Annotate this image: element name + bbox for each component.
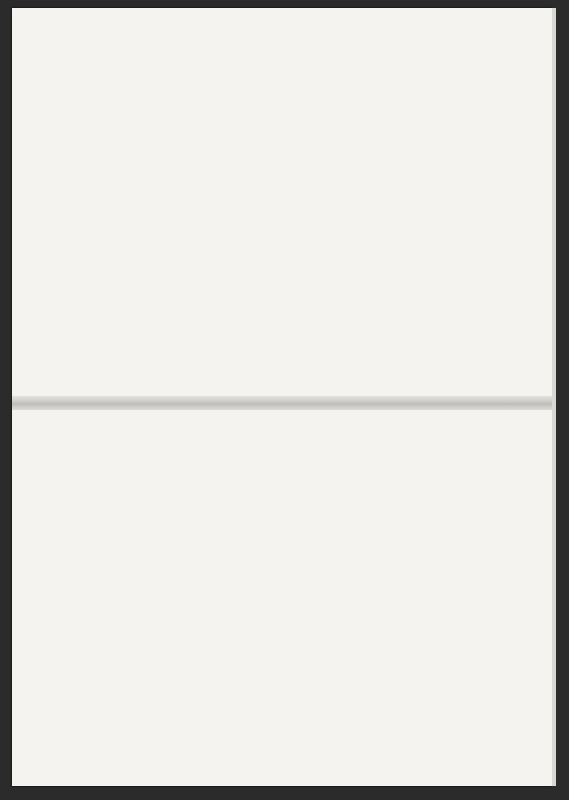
page-number-label [26, 57, 32, 63]
faint-bleed-text [26, 715, 29, 720]
page-fold [12, 396, 552, 410]
paper-edge [552, 8, 556, 786]
